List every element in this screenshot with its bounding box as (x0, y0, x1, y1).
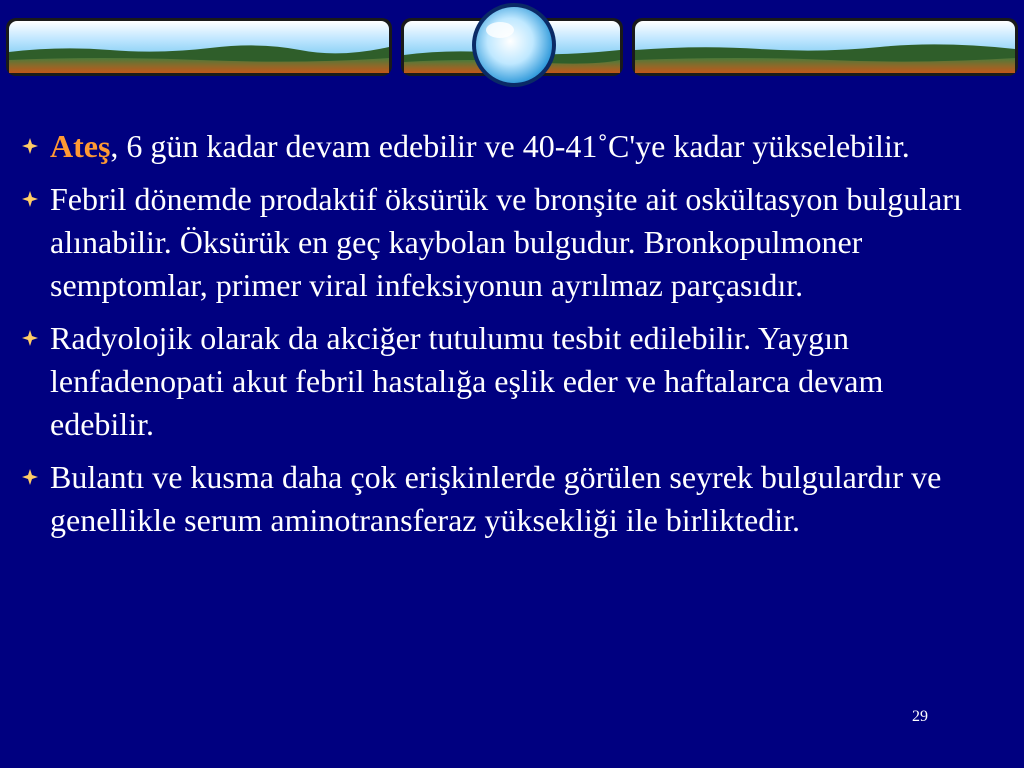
banner-panel-right (632, 18, 1018, 76)
diamond-bullet-icon (22, 456, 50, 498)
bullet-item (22, 456, 992, 542)
diamond-bullet-icon (22, 125, 50, 167)
header-banner (0, 0, 1024, 100)
page-number: 29 (912, 708, 928, 725)
bullet-accent-term: Ateş (50, 128, 111, 164)
bullet-text: Febril dönemde prodaktif öksürük ve bronşite ait oskültasyon bulguları alınabilir. Öksürük en geç kaybolan bulgudur. Bronkopulmoner semptomlar, primer viral infeksiyonun ayrılmaz parçasıdır. (50, 181, 962, 303)
bullet-item (22, 178, 992, 307)
slide-content (22, 125, 992, 552)
bullet-text: Bulantı ve kusma daha çok erişkinlerde görülen seyrek bulgulardır ve genellikle serum aminotransferaz yüksekliği ile birliktedir. (50, 459, 942, 538)
bullet-item (22, 125, 992, 168)
bullet-text (50, 125, 992, 168)
bullet-body: , 6 gün kadar devam edebilir ve 40-41˚C'ye kadar yükselebilir. (110, 128, 910, 164)
bullet-item (22, 317, 992, 446)
diamond-bullet-icon (22, 317, 50, 359)
diamond-bullet-icon (22, 178, 50, 220)
banner-panel-left (6, 18, 392, 76)
globe-icon (472, 3, 556, 87)
bullet-text: Radyolojik olarak da akciğer tutulumu tesbit edilebilir. Yaygın lenfadenopati akut febril hastalığa eşlik eder ve haftalarca devam edebilir. (50, 320, 884, 442)
